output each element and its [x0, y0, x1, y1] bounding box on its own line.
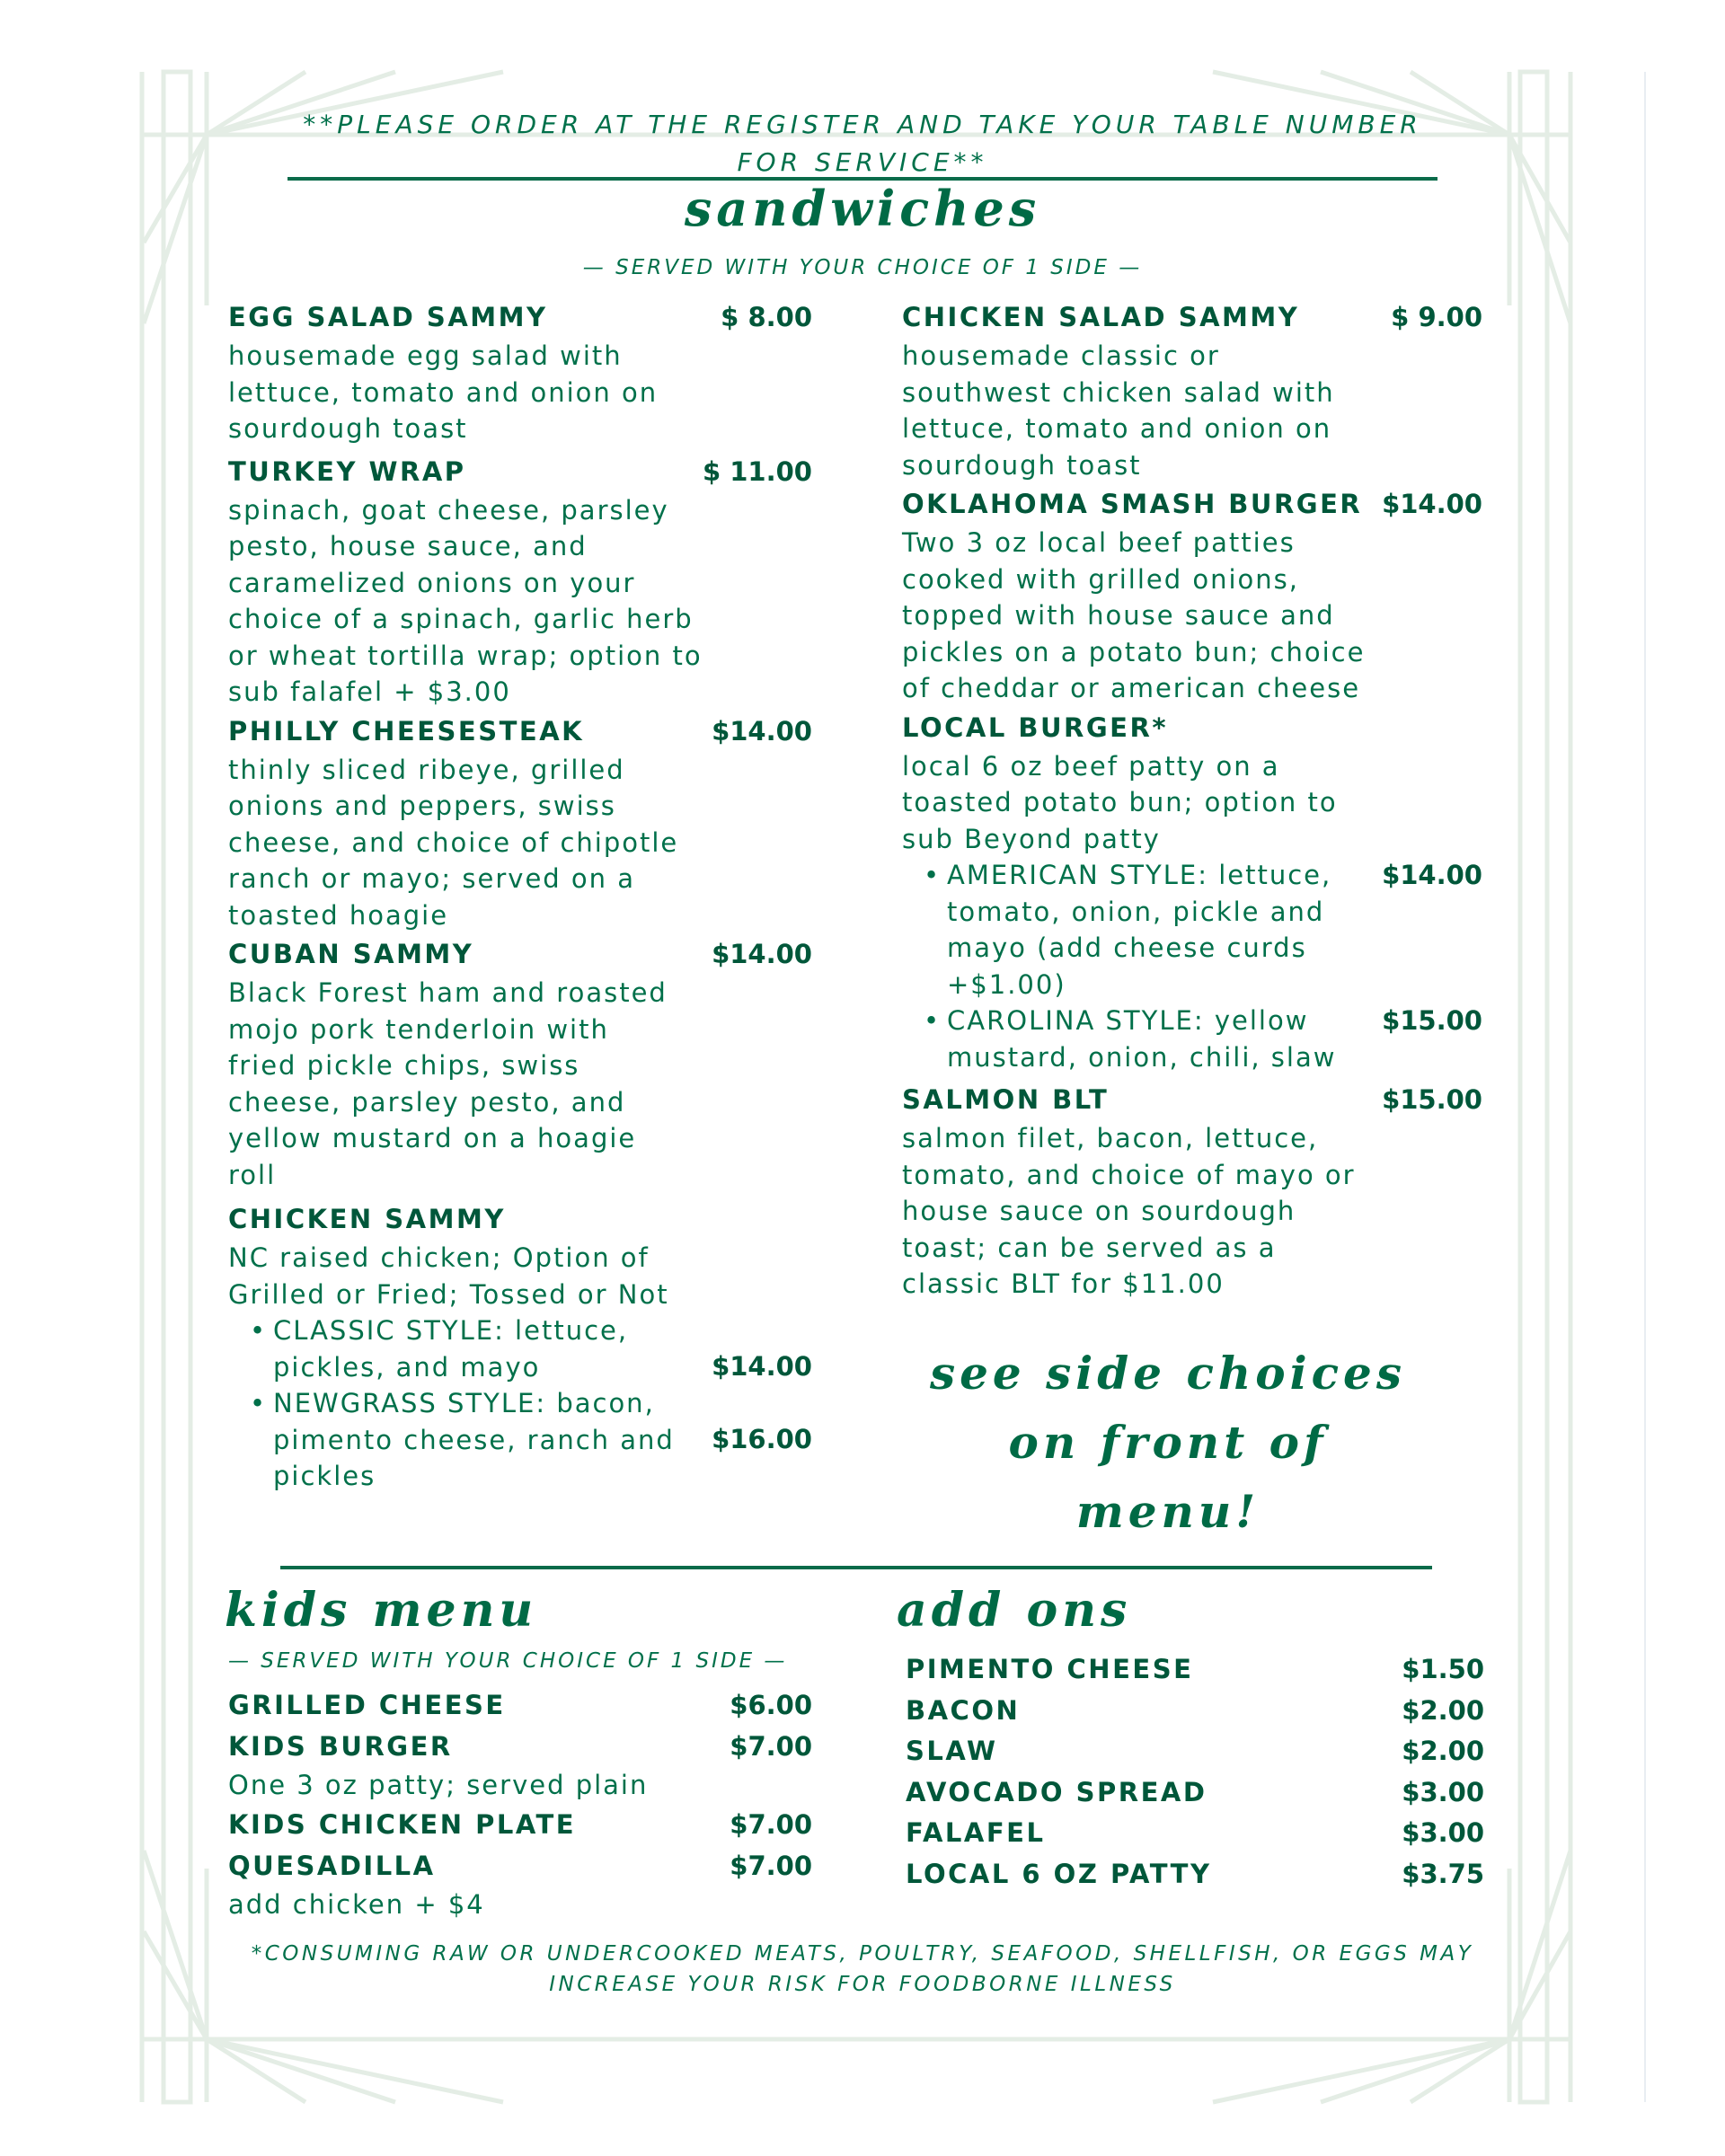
item-name: EGG SALAD SAMMY	[228, 302, 548, 332]
page-edge-line	[1644, 72, 1646, 2102]
item-name: GRILLED CHEESE	[228, 1690, 506, 1720]
addon-item	[906, 1772, 1484, 1813]
item-description: One 3 oz patty; served plain	[228, 1770, 649, 1800]
menu-item-cuban-sammy	[228, 933, 812, 1193]
item-price: $7.00	[730, 1850, 812, 1881]
item-description: thinly sliced ribeye, grilled onions and peppers, swiss cheese, and choice of chipotle ranch or mayo; served on a toasted hoagie	[228, 754, 679, 931]
addon-item	[906, 1730, 1484, 1772]
item-name: OKLAHOMA SMASH BURGER	[902, 489, 1363, 519]
bullet-dot: •	[924, 860, 940, 890]
kids-menu-title: kids menu	[225, 1583, 538, 1638]
kids-menu-list	[228, 1684, 812, 1922]
bullet-dot: •	[250, 1388, 266, 1418]
item-name: PHILLY CHEESESTEAK	[228, 715, 585, 747]
item-description: add chicken + $4	[228, 1888, 485, 1920]
item-price: $3.00	[1402, 1776, 1484, 1807]
item-description: spinach, goat cheese, parsley pesto, house sauce, and caramelized onions on your choice of a spinach, garlic herb or wheat tortilla wrap; option to sub falafel + $3.00	[228, 494, 703, 707]
item-price: $14.00	[712, 939, 812, 969]
add-ons-list	[906, 1648, 1484, 1894]
item-name: KIDS BURGER	[228, 1731, 453, 1762]
item-description: salmon filet, bacon, lettuce, tomato, and choice of mayo or house sauce on sourdough toast; can be served as a classic BLT for $11.00	[902, 1123, 1356, 1299]
option-price: $15.00	[1382, 1005, 1482, 1036]
kids-item-grilled-cheese	[228, 1684, 812, 1726]
addon-item	[906, 1853, 1484, 1895]
bullet-dot: •	[924, 1005, 940, 1036]
item-name: SALMON BLT	[902, 1084, 1110, 1115]
item-name: FALAFEL	[906, 1817, 1046, 1848]
menu-item-oklahoma-smash-burger	[902, 483, 1482, 707]
item-description: housemade classic or southwest chicken salad with lettuce, tomato and onion on sourdough toast	[902, 340, 1335, 481]
option-newgrass-style	[228, 1385, 812, 1495]
item-price: $1.50	[1402, 1654, 1484, 1684]
side-note-line-1: see side choices	[929, 1347, 1407, 1400]
item-name: SLAW	[906, 1736, 998, 1766]
item-name: CUBAN SAMMY	[228, 939, 474, 969]
item-name: LOCAL 6 OZ PATTY	[906, 1858, 1212, 1889]
item-price: $2.00	[1402, 1694, 1484, 1726]
option-text: CAROLINA STYLE: yellow mustard, onion, chili, slaw	[947, 1005, 1337, 1073]
item-price: $ 9.00	[1391, 302, 1482, 332]
option-price: $14.00	[712, 1351, 812, 1382]
item-name: CHICKEN SALAD SAMMY	[902, 302, 1300, 332]
item-price: $6.00	[730, 1690, 812, 1720]
option-price: $14.00	[1382, 860, 1482, 890]
item-description: housemade egg salad with lettuce, tomato and onion on sourdough toast	[228, 340, 659, 444]
item-price: $3.75	[1402, 1858, 1484, 1889]
menu-item-turkey-wrap	[228, 451, 812, 711]
bullet-dot: •	[250, 1315, 266, 1346]
addon-item	[906, 1648, 1484, 1690]
item-description: Black Forest ham and roasted mojo pork tenderloin with fried pickle chips, swiss cheese, parsley pesto, and yellow mustard on a hoagie roll	[228, 977, 668, 1190]
kids-menu-subtitle: — SERVED WITH YOUR CHOICE OF 1 SIDE —	[228, 1649, 788, 1673]
option-text: CLASSIC STYLE: lettuce, pickles, and mayo	[273, 1315, 629, 1383]
item-description: Two 3 oz local beef patties cooked with grilled onions, topped with house sauce and pickles on a potato bun; choice of cheddar or american cheese	[902, 527, 1366, 703]
item-name: CHICKEN SAMMY	[228, 1204, 506, 1234]
add-ons-title: add ons	[897, 1583, 1132, 1638]
kids-item-kids-burger	[228, 1726, 812, 1804]
item-price: $3.00	[1402, 1817, 1484, 1848]
item-price: $7.00	[730, 1808, 812, 1840]
option-text: AMERICAN STYLE: lettuce, tomato, onion, pickle and mayo (add cheese curds +$1.00)	[947, 860, 1332, 1000]
kids-item-quesadilla	[228, 1845, 812, 1923]
order-notice: **PLEASE ORDER AT THE REGISTER AND TAKE YOUR TABLE NUMBER FOR SERVICE**	[303, 110, 1422, 177]
sandwiches-left-column	[228, 296, 812, 1495]
item-name: QUESADILLA	[228, 1850, 436, 1881]
item-name: BACON	[906, 1694, 1021, 1726]
item-name: KIDS CHICKEN PLATE	[228, 1808, 577, 1840]
item-name: AVOCADO SPREAD	[906, 1776, 1208, 1807]
sandwiches-subtitle: — SERVED WITH YOUR CHOICE OF 1 SIDE —	[582, 256, 1143, 279]
menu-item-local-burger	[902, 707, 1482, 1076]
menu-item-philly-cheesesteak	[228, 711, 812, 934]
item-price: $2.00	[1402, 1736, 1484, 1766]
menu-item-salmon-blt	[902, 1079, 1482, 1303]
side-note-line-2: on front of	[1008, 1416, 1328, 1469]
item-price: $14.00	[1382, 489, 1482, 519]
side-note-line-3: menu!	[1075, 1485, 1261, 1538]
middle-divider	[280, 1566, 1432, 1569]
menu-item-chicken-salad-sammy	[902, 296, 1482, 483]
item-price: $7.00	[730, 1731, 812, 1762]
item-name: PIMENTO CHEESE	[906, 1654, 1194, 1684]
addon-item	[906, 1812, 1484, 1853]
item-name: TURKEY WRAP	[228, 455, 466, 487]
item-price: $ 8.00	[721, 302, 812, 332]
item-price: $15.00	[1382, 1084, 1482, 1115]
item-price: $14.00	[712, 715, 812, 747]
menu-item-chicken-sammy	[228, 1198, 812, 1495]
item-price: $ 11.00	[702, 455, 812, 487]
item-description: local 6 oz beef patty on a toasted potato bun; option to sub Beyond patty	[902, 750, 1338, 854]
sandwiches-right-column	[902, 296, 1482, 1303]
kids-item-kids-chicken-plate	[228, 1804, 812, 1845]
option-text: NEWGRASS STYLE: bacon, pimento cheese, ranch and pickles	[273, 1388, 675, 1491]
item-name: LOCAL BURGER*	[902, 711, 1168, 743]
addon-item	[906, 1690, 1484, 1731]
side-choices-note	[907, 1339, 1429, 1546]
option-carolina-style	[902, 1003, 1482, 1075]
option-american-style	[902, 857, 1482, 1003]
option-price: $16.00	[712, 1424, 812, 1454]
sandwiches-title: sandwiches	[684, 180, 1041, 237]
menu-item-egg-salad-sammy	[228, 296, 812, 447]
item-description: NC raised chicken; Option of Grilled or Fried; Tossed or Not	[228, 1242, 669, 1310]
foodborne-illness-disclaimer: *CONSUMING RAW OR UNDERCOOKED MEATS, POULTRY, SEAFOOD, SHELLFISH, OR EGGS MAY INCREASE YOUR RISK FOR FOODBORNE ILLNESS	[251, 1942, 1474, 1996]
option-classic-style	[228, 1312, 812, 1385]
